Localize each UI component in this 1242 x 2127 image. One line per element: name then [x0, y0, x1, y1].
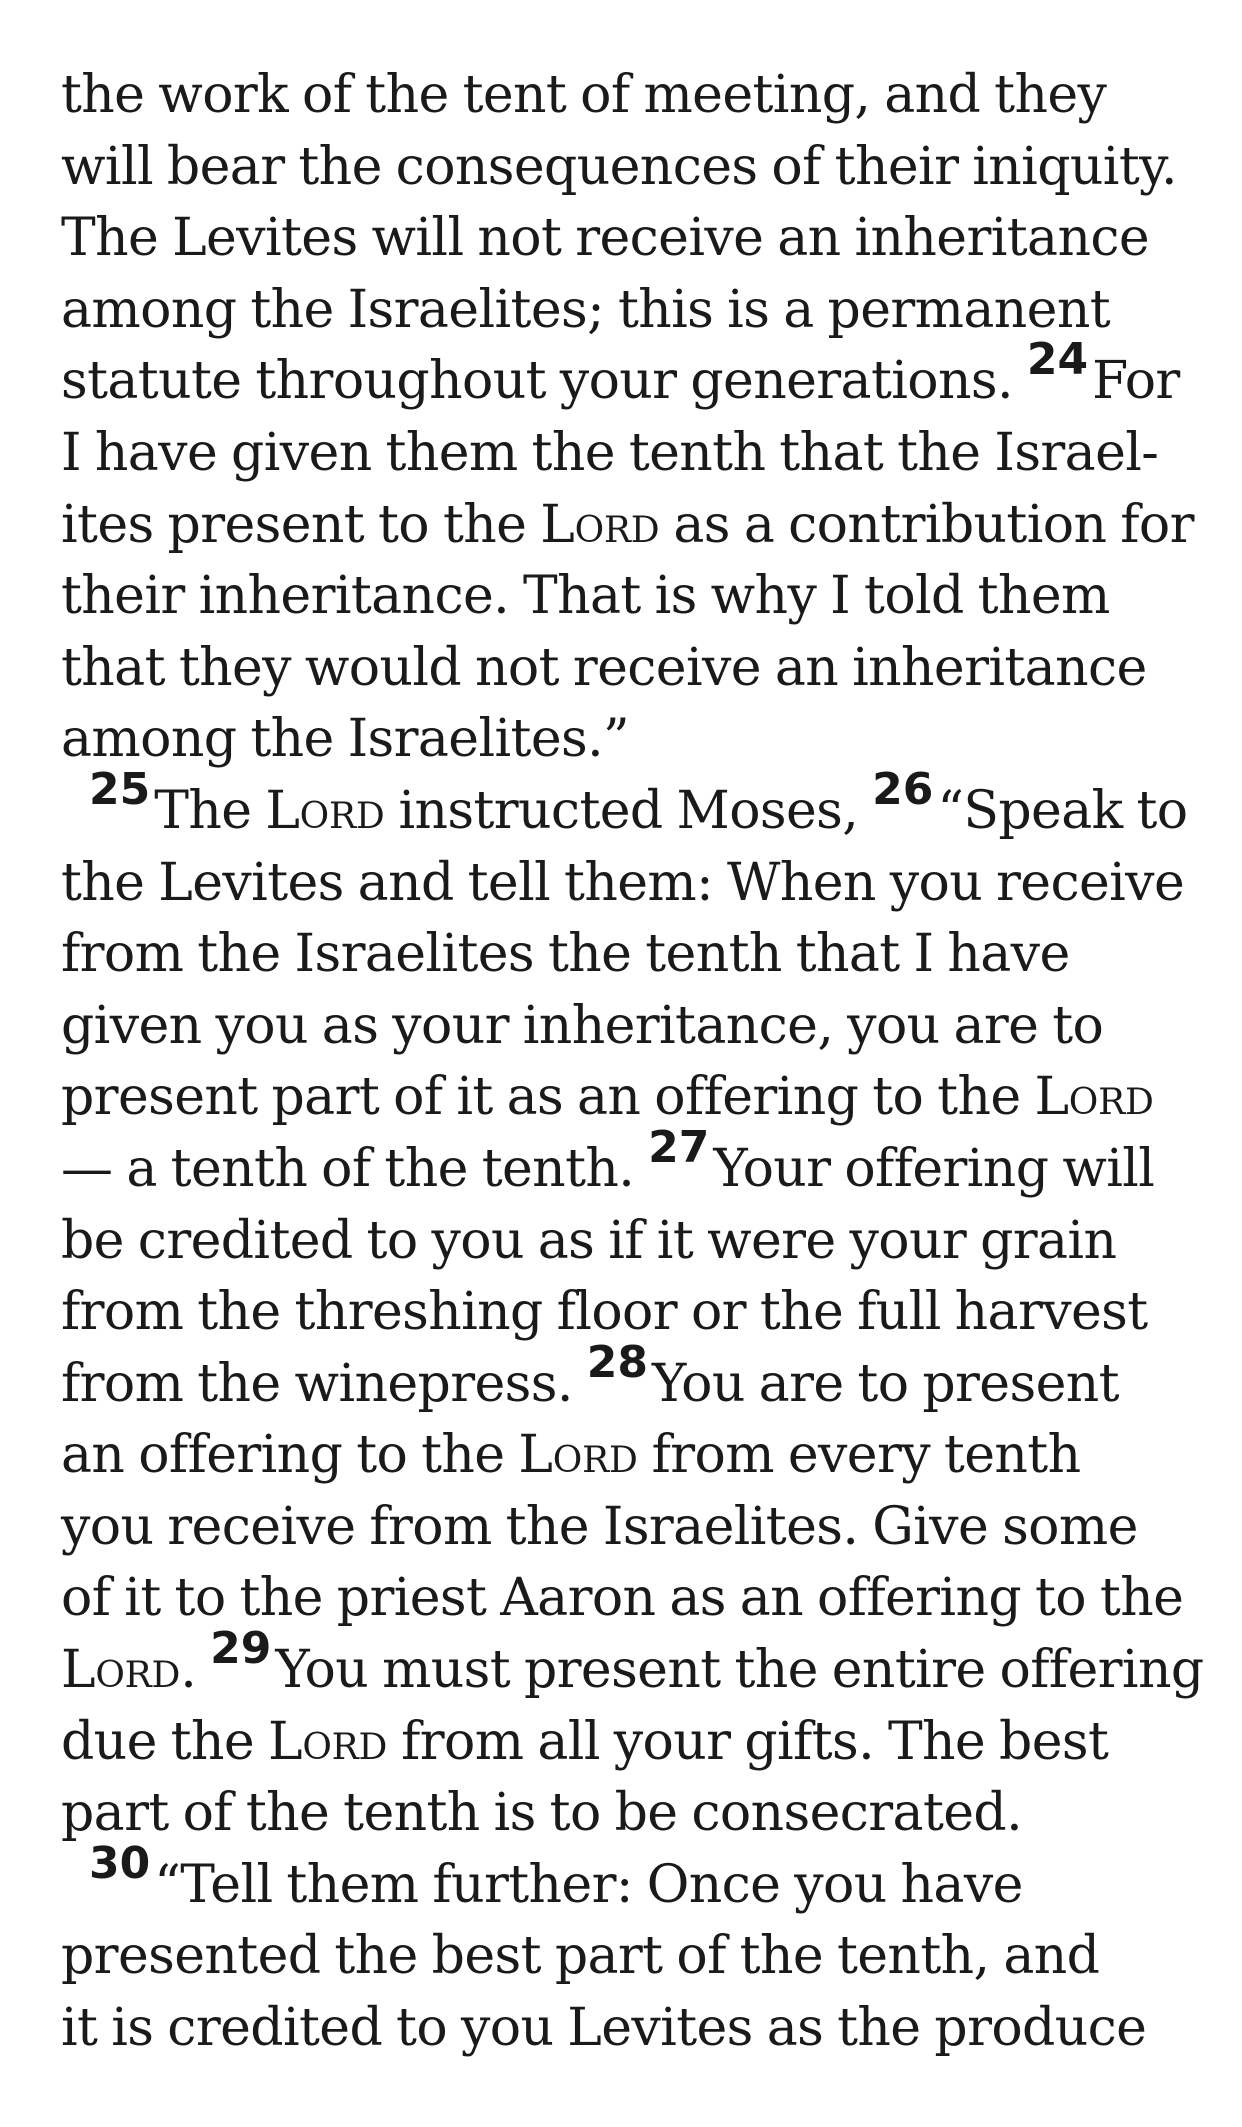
verse-number: 28 — [586, 1336, 648, 1388]
verse-number: 27 — [648, 1121, 710, 1173]
verse-number: 30 — [89, 1837, 151, 1889]
text-line: the Levites and tell them: When you receive — [61, 852, 1185, 913]
text-line: $^{30}$“Tell them further: Once you have — [89, 1837, 1023, 1915]
text-line: that they would not receive an inheritance — [61, 637, 1147, 698]
text-line: an offering to the Lord from every tenth — [61, 1425, 1081, 1486]
divine-name: Lord — [265, 780, 385, 841]
text-line: The Levites will not receive an inheritance — [61, 208, 1150, 269]
text-line: among the Israelites.” — [61, 709, 630, 770]
text-line: given you as your inheritance, you are to — [61, 995, 1104, 1056]
text-line: the work of the tent of meeting, and they — [61, 65, 1107, 125]
text-line: it is credited to you Levites as the produce — [61, 1998, 1147, 2059]
text-line: $^{25}$The Lord instructed Moses, $^{26}$“Speak to — [89, 763, 1188, 841]
scripture-text — [61, 60, 1211, 2065]
text-line: I have given them the tenth that the Israel- — [61, 422, 1159, 483]
text-line: ites present to the Lord as a contribution for — [61, 494, 1194, 555]
text-line: you receive from the Israelites. Give some — [61, 1496, 1138, 1557]
divine-name: Lord — [518, 1425, 638, 1486]
text-line: among the Israelites; this is a permanent — [61, 279, 1111, 340]
text-line: of it to the priest Aaron as an offering to the — [61, 1568, 1184, 1629]
text-line: will bear the consequences of their iniquity. — [61, 136, 1177, 197]
text-line: present part of it as an offering to the Lord — [61, 1067, 1154, 1128]
text-line: due the Lord from all your gifts. The best — [61, 1711, 1109, 1772]
text-line: part of the tenth is to be consecrated. — [61, 1783, 1023, 1844]
verse-number: 26 — [872, 763, 934, 815]
text-line: presented the best part of the tenth, and — [61, 1926, 1100, 1987]
divine-name: Lord — [267, 1711, 388, 1772]
text-line: from the threshing floor or the full harvest — [61, 1282, 1148, 1343]
text-line: their inheritance. That is why I told them — [61, 566, 1110, 627]
text-line: from the winepress. $^{28}$You are to present — [61, 1336, 1119, 1414]
divine-name: Lord — [540, 494, 660, 555]
text-line: from the Israelites the tenth that I have — [61, 924, 1070, 985]
verse-number: 25 — [89, 763, 151, 815]
text-line: — a tenth of the tenth. $^{27}$Your offering will — [61, 1121, 1155, 1199]
text-line: be credited to you as if it were your grain — [61, 1210, 1117, 1271]
text-line: Lord. $^{29}$You must present the entire offering — [61, 1622, 1204, 1701]
text-line: statute throughout your generations. $^{24}$For — [61, 334, 1180, 412]
divine-name: Lord — [61, 1640, 181, 1701]
verse-number: 29 — [210, 1622, 272, 1674]
verse-number: 24 — [1026, 334, 1089, 386]
divine-name: Lord — [1034, 1067, 1154, 1128]
